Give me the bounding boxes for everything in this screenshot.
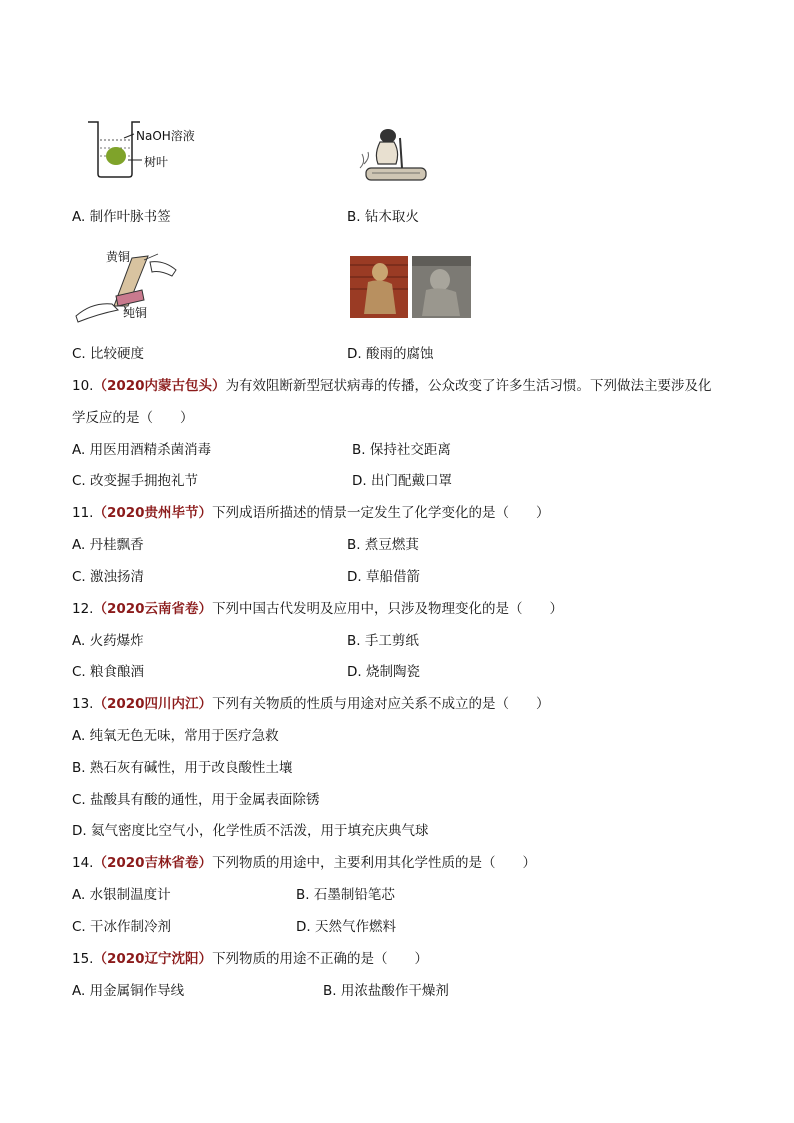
option-text: 激浊扬清 bbox=[90, 569, 145, 585]
question-number: 14. bbox=[72, 855, 94, 871]
q13-option-c[interactable] bbox=[72, 790, 320, 810]
brass-copper-figure bbox=[72, 244, 182, 324]
question-stem: 下列有关物质的性质与用途对应关系不成立的是（ ） bbox=[212, 696, 550, 712]
option-letter: B. bbox=[347, 633, 361, 649]
option-text: 钻木取火 bbox=[364, 209, 419, 225]
option-letter: A. bbox=[72, 209, 86, 225]
option-letter: B. bbox=[72, 760, 86, 776]
option-text: 手工剪纸 bbox=[364, 633, 419, 649]
option-text: 用浓盐酸作干燥剂 bbox=[340, 983, 449, 999]
option-letter: B. bbox=[347, 209, 361, 225]
option-letter: C. bbox=[72, 569, 86, 585]
option-letter: C. bbox=[72, 473, 86, 489]
q10-option-c[interactable] bbox=[72, 471, 198, 491]
option-text: 保持社交距离 bbox=[369, 442, 451, 458]
option-text: 氦气密度比空气小，化学性质不活泼，用于填充庆典气球 bbox=[90, 823, 429, 839]
option-letter: C. bbox=[72, 919, 86, 935]
q9-option-d[interactable] bbox=[347, 344, 433, 364]
q12-option-c[interactable] bbox=[72, 662, 144, 682]
option-text: 改变握手拥抱礼节 bbox=[90, 473, 199, 489]
option-text: 出门配戴口罩 bbox=[370, 473, 452, 489]
option-letter: B. bbox=[352, 442, 366, 458]
option-text: 煮豆燃萁 bbox=[364, 537, 419, 553]
option-letter: D. bbox=[347, 664, 362, 680]
option-letter: B. bbox=[323, 983, 337, 999]
brass-label: 黄铜 bbox=[106, 250, 131, 264]
naoh-solution-label: NaOH溶液 bbox=[136, 129, 195, 143]
q13-option-d[interactable] bbox=[72, 821, 428, 841]
option-letter: D. bbox=[347, 346, 362, 362]
option-letter: C. bbox=[72, 664, 86, 680]
q10-stem-line2: 学反应的是（ ） bbox=[72, 410, 194, 426]
q9-option-a[interactable] bbox=[72, 207, 171, 227]
q11-option-a[interactable] bbox=[72, 535, 144, 555]
q11-option-b[interactable] bbox=[347, 535, 419, 555]
question-number: 12. bbox=[72, 601, 94, 617]
option-text: 粮食酿酒 bbox=[90, 664, 145, 680]
option-text: 纯氧无色无味，常用于医疗急救 bbox=[89, 728, 279, 744]
option-text: 天然气作燃料 bbox=[314, 919, 396, 935]
option-text: 水银制温度计 bbox=[89, 887, 171, 903]
q9-option-c[interactable] bbox=[72, 344, 144, 364]
q14-option-a[interactable] bbox=[72, 885, 171, 905]
question-number: 15. bbox=[72, 951, 94, 967]
option-letter: B. bbox=[296, 887, 310, 903]
q13-option-a[interactable] bbox=[72, 726, 279, 746]
beaker-leaf-figure bbox=[84, 118, 214, 180]
q13-option-b[interactable] bbox=[72, 758, 292, 778]
question-source: （2020内蒙古包头） bbox=[93, 378, 226, 394]
q10-stem-line1 bbox=[72, 376, 712, 396]
question-source: （2020贵州毕节） bbox=[93, 505, 213, 521]
q12-option-d[interactable] bbox=[347, 662, 420, 682]
option-text: 用医用酒精杀菌消毒 bbox=[89, 442, 212, 458]
question-source: （2020四川内江） bbox=[93, 696, 213, 712]
option-text: 盐酸具有酸的通性，用于金属表面除锈 bbox=[90, 792, 320, 808]
question-number: 11. bbox=[72, 505, 94, 521]
q11-option-c[interactable] bbox=[72, 567, 144, 587]
option-text: 草船借箭 bbox=[365, 569, 420, 585]
q15-stem bbox=[72, 949, 428, 969]
option-text: 熟石灰有碱性，用于改良酸性土壤 bbox=[89, 760, 293, 776]
option-letter: D. bbox=[296, 919, 311, 935]
question-number: 13. bbox=[72, 696, 94, 712]
q15-option-a[interactable] bbox=[72, 981, 184, 1001]
q11-option-d[interactable] bbox=[347, 567, 420, 587]
q10-option-d[interactable] bbox=[352, 471, 452, 491]
option-text: 烧制陶瓷 bbox=[365, 664, 420, 680]
option-text: 火药爆炸 bbox=[89, 633, 144, 649]
option-letter: A. bbox=[72, 983, 86, 999]
q12-stem bbox=[72, 599, 563, 619]
option-text: 干冰作制冷剂 bbox=[90, 919, 172, 935]
option-letter: C. bbox=[72, 346, 86, 362]
option-letter: A. bbox=[72, 633, 86, 649]
option-text: 用金属铜作导线 bbox=[89, 983, 185, 999]
q12-option-b[interactable] bbox=[347, 631, 419, 651]
option-letter: A. bbox=[72, 442, 86, 458]
leaf-label: 树叶 bbox=[144, 155, 169, 169]
q14-option-b[interactable] bbox=[296, 885, 395, 905]
question-stem: 为有效阻断新型冠状病毒的传播，公众改变了许多生活习惯。下列做法主要涉及化 bbox=[225, 378, 712, 394]
option-letter: A. bbox=[72, 537, 86, 553]
option-text: 比较硬度 bbox=[90, 346, 145, 362]
q14-option-c[interactable] bbox=[72, 917, 171, 937]
q14-option-d[interactable] bbox=[296, 917, 396, 937]
question-stem: 下列中国古代发明及应用中，只涉及物理变化的是（ ） bbox=[212, 601, 564, 617]
option-text: 酸雨的腐蚀 bbox=[365, 346, 434, 362]
q11-stem bbox=[72, 503, 550, 523]
option-text: 石墨制铅笔芯 bbox=[313, 887, 395, 903]
q15-option-b[interactable] bbox=[323, 981, 449, 1001]
q14-stem bbox=[72, 853, 536, 873]
question-stem: 下列成语所描述的情景一定发生了化学变化的是（ ） bbox=[212, 505, 550, 521]
option-letter: D. bbox=[72, 823, 87, 839]
question-source: （2020吉林省卷） bbox=[93, 855, 213, 871]
question-number: 10. bbox=[72, 378, 94, 394]
question-stem: 下列物质的用途中，主要利用其化学性质的是（ ） bbox=[212, 855, 537, 871]
acid-rain-statue-photos bbox=[350, 256, 471, 318]
q13-stem bbox=[72, 694, 550, 714]
option-text: 丹桂飘香 bbox=[89, 537, 144, 553]
option-letter: D. bbox=[352, 473, 367, 489]
question-source: （2020辽宁沈阳） bbox=[93, 951, 213, 967]
option-letter: A. bbox=[72, 887, 86, 903]
question-stem: 下列物质的用途不正确的是（ ） bbox=[212, 951, 429, 967]
q9-option-b[interactable] bbox=[347, 207, 419, 227]
option-letter: A. bbox=[72, 728, 86, 744]
pure-copper-label: 纯铜 bbox=[123, 306, 148, 320]
option-text: 制作叶脉书签 bbox=[89, 209, 171, 225]
drill-wood-figure bbox=[352, 124, 428, 184]
q12-option-a[interactable] bbox=[72, 631, 144, 651]
question-source: （2020云南省卷） bbox=[93, 601, 213, 617]
option-letter: D. bbox=[347, 569, 362, 585]
q10-option-b[interactable] bbox=[352, 440, 451, 460]
option-letter: B. bbox=[347, 537, 361, 553]
option-letter: C. bbox=[72, 792, 86, 808]
q10-option-a[interactable] bbox=[72, 440, 211, 460]
